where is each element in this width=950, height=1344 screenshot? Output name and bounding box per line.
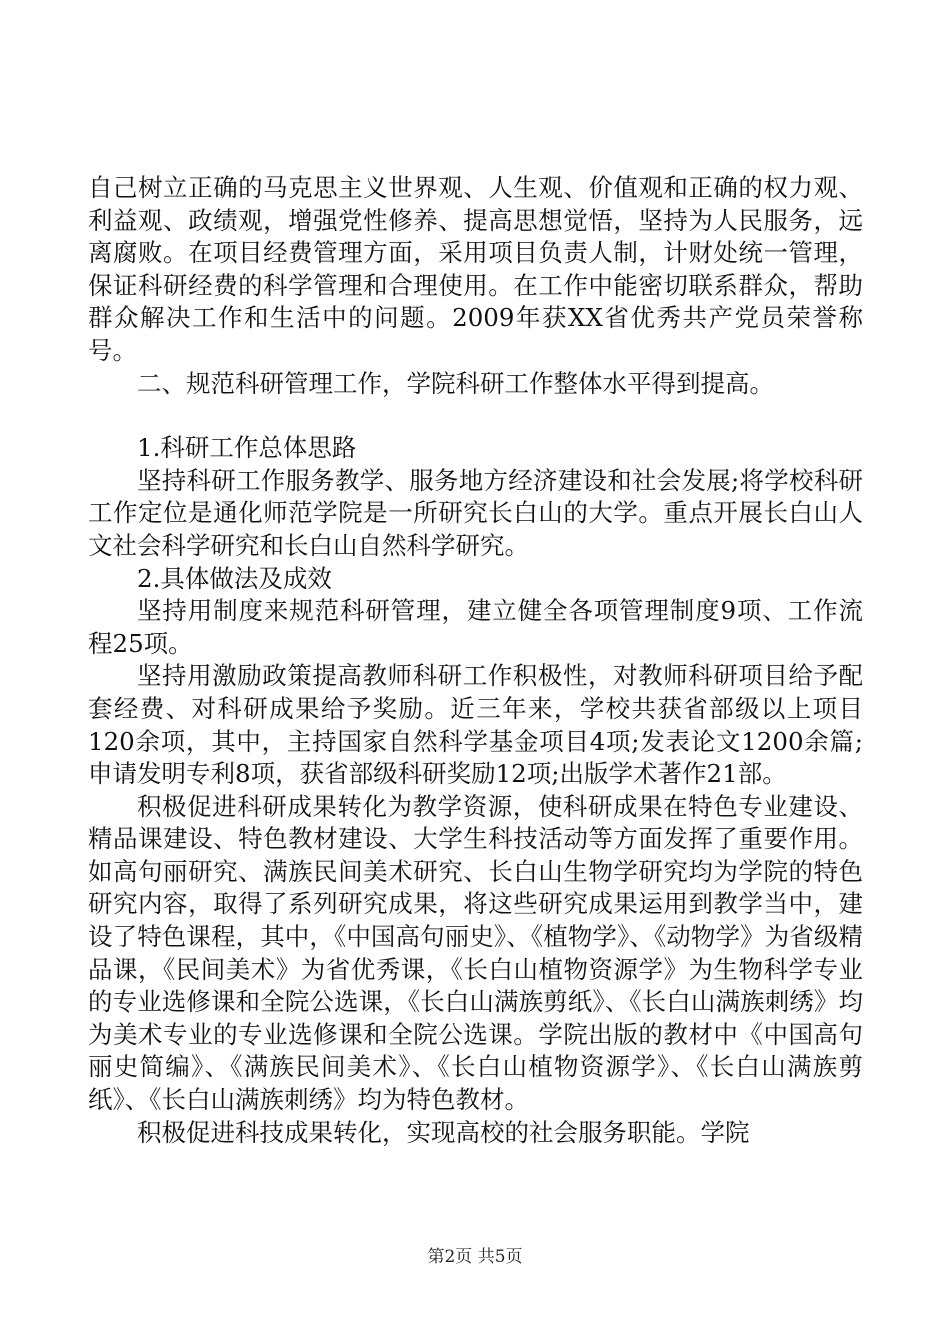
paragraph-overall-approach: 坚持科研工作服务教学、服务地方经济建设和社会发展;将学校科研工作定位是通化师范学院是一所研究长白山的大学。重点开展长白山人文社会科学研究和长白山自然科学研究。 <box>88 465 863 560</box>
section-heading-research-management: 二、规范科研管理工作，学院科研工作整体水平得到提高。 <box>137 368 774 398</box>
paragraph-party-conduct: 自己树立正确的马克思主义世界观、人生观、价值观和正确的权力观、利益观、政绩观，增强党性修养、提高思想觉悟，坚持为人民服务，远离腐败。在项目经费管理方面，采用项目负责人制，计财处统一管理，保证科研经费的科学管理和合理使用。在工作中能密切联系群众，帮助群众解决工作和生活中的问题。2009年获XX省优秀共产党员荣誉称号。 <box>88 173 863 365</box>
paragraph-teaching-resources: 积极促进科研成果转化为教学资源，使科研成果在特色专业建设、精品课建设、特色教材建设、大学生科技活动等方面发挥了重要作用。如高句丽研究、满族民间美术研究、长白山生物学研究均为学院的特色研究内容，取得了系列研究成果，将这些研究成果运用到教学当中，建设了特色课程，其中，《中国高句丽史》、《植物学》、《动物学》为省级精品课，《民间美术》为省优秀课，《长白山植物资源学》为生物科学专业的专业选修课和全院公选课，《长白山满族剪纸》、《长白山满族刺绣》均为美术专业的专业选修课和全院公选课。学院出版的教材中《中国高句丽史简编》、《满族民间美术》、《长白山植物资源学》、《长白山满族剪纸》、《长白山满族刺绣》均为特色教材。 <box>88 791 863 1115</box>
paragraph-incentives: 坚持用激励政策提高教师科研工作积极性，对教师科研项目给予配套经费、对科研成果给予奖励。近三年来，学校共获省部级以上项目120余项，其中，主持国家自然科学基金项目4项;发表论文1200余篇;申请发明专利8项，获省部级科研奖励12项;出版学术著作21部。 <box>88 661 863 789</box>
subheading-overall-approach: 1.科研工作总体思路 <box>137 433 357 463</box>
subheading-methods-results: 2.具体做法及成效 <box>137 563 332 593</box>
page-number-footer: 第2页 共5页 <box>427 1247 523 1267</box>
paragraph-tech-transfer: 积极促进科技成果转化，实现高校的社会服务职能。学院 <box>137 1117 750 1147</box>
document-body <box>88 172 863 1149</box>
paragraph-regulations: 坚持用制度来规范科研管理，建立健全各项管理制度9项、工作流程25项。 <box>88 596 863 658</box>
